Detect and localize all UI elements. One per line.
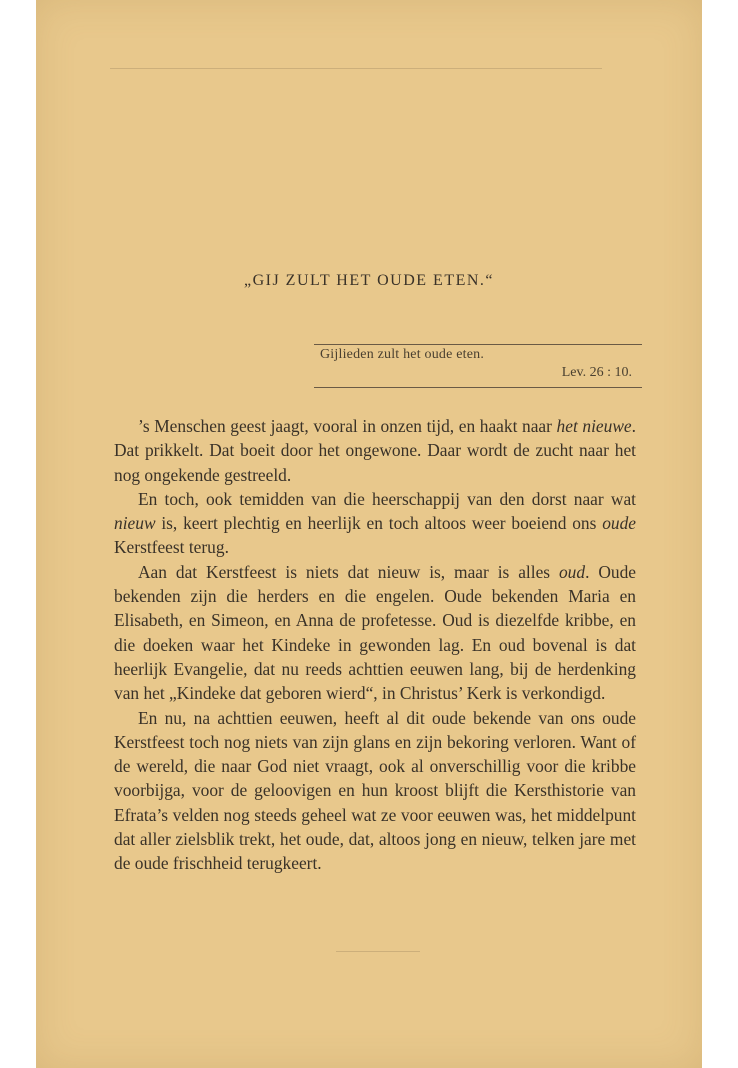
italic-text: het nieuwe bbox=[556, 416, 632, 436]
paragraph bbox=[114, 560, 636, 706]
text-run: ’s Menschen geest jaagt, vooral in onzen tijd, en haakt naar bbox=[138, 416, 557, 436]
paragraph bbox=[114, 706, 636, 876]
text-run: . Oude bekenden zijn die herders en die engelen. Oude bekenden Maria en Elisabeth, en Simeon, en Anna de profetesse. Oud is diezelfde kribbe, en die doeken waar het Kindeke in gewonden lag. En oud bovenal is dat heerlijk Evangelie, dat nu reeds achttien eeuwen lang, bij de herdenking van het „Kindeke dat geboren wierd“, in Christus’ Kerk is verkondigd. bbox=[114, 561, 636, 704]
text-run: En nu, na achttien eeuwen, heeft al dit oude bekende van ons oude Kerstfeest toch nog niets van zijn glans en zijn bekoring verloren. Want of de wereld, die naar God niet vraagt, ook al onverschillig voor die kribbe voorbijga, voor de geloovigen en hun kroost blijft die Kersthistorie van Efrata’s velden nog steeds geheel wat ze voor eeuwen was, het middelpunt dat aller zielsblik trekt, het oude, dat, altoos jong en nieuw, telken jare met de oude frischheid terugkeert. bbox=[114, 707, 636, 874]
book-page bbox=[36, 0, 702, 1068]
text-run: Aan dat Kerstfeest is niets dat nieuw is, maar is alles bbox=[138, 561, 559, 582]
italic-text: oud bbox=[558, 561, 586, 582]
header-rule bbox=[110, 68, 602, 69]
epigraph-quote: Gijlieden zult het oude eten. bbox=[320, 347, 485, 362]
footer-rule bbox=[336, 951, 420, 952]
paragraph bbox=[114, 487, 636, 560]
paragraph bbox=[114, 414, 636, 487]
epigraph bbox=[314, 344, 642, 388]
text-run: . Dat prikkelt. Dat boeit door het ongewone. Daar wordt de zucht naar het nog ongekende gestreeld. bbox=[114, 416, 636, 485]
text-run: is, keert plechtig en heerlijk en toch altoos weer boeiend ons bbox=[155, 513, 603, 534]
chapter-title: „GIJ ZULT HET OUDE ETEN.“ bbox=[243, 272, 495, 289]
italic-text: nieuw bbox=[114, 513, 156, 534]
italic-text: oude bbox=[602, 513, 636, 534]
text-run: Kerstfeest terug. bbox=[114, 537, 229, 558]
text-run: En toch, ook temidden van die heerschappij van den dorst naar wat bbox=[138, 488, 636, 509]
epigraph-reference: Lev. 26 : 10. bbox=[561, 365, 632, 380]
body-text bbox=[114, 414, 636, 876]
